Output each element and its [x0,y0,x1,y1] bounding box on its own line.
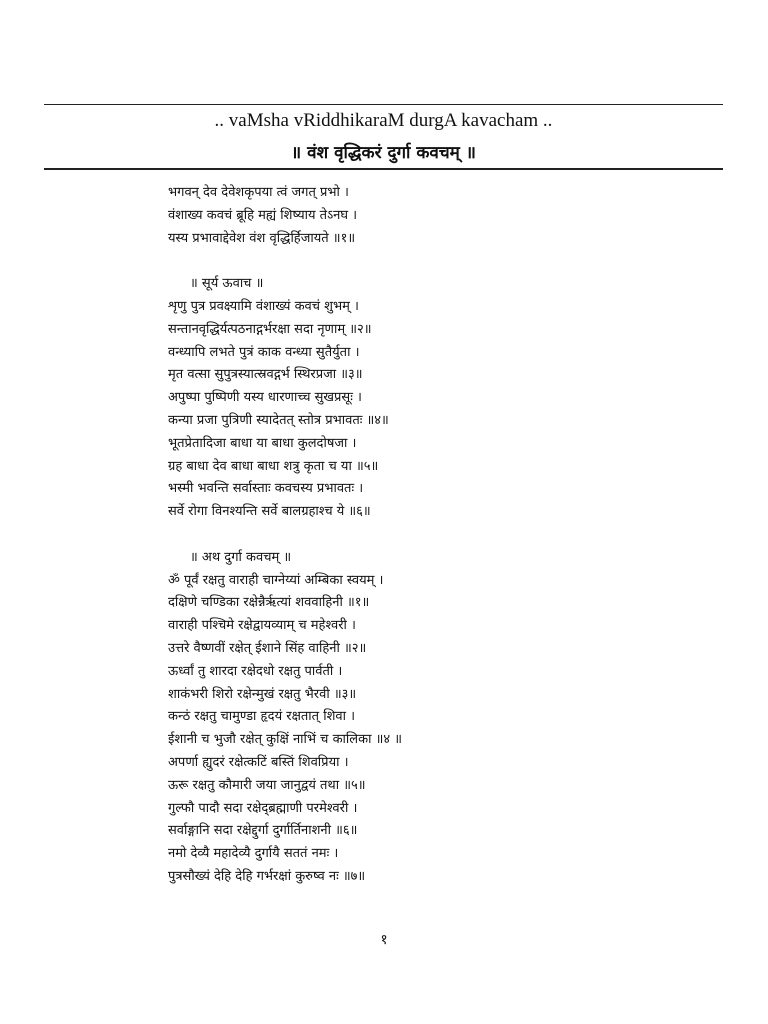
verse-line: अपर्णा ह्युदरं रक्षेत्कटिं बस्तिं शिवप्रिया । [168,754,349,770]
page-number: १ [380,932,388,948]
verse-line: शृणु पुत्र प्रवक्ष्यामि वंशाख्यं कवचं शुभम् । [168,298,359,314]
verse-line: सन्तानवृद्धिर्यत्पठनाद्गर्भरक्षा सदा नृणाम् ॥२॥ [168,321,372,337]
verse-line: गुल्फौ पादौ सदा रक्षेद्ब्रह्माणी परमेश्वरी । [168,800,358,816]
verse-line: ऊर्ध्वां तु शारदा रक्षेदधो रक्षतु पार्वती । [168,663,343,679]
verse-line: कन्या प्रजा पुत्रिणी स्यादेतत् स्तोत्र प्रभावतः ॥४॥ [168,412,389,428]
verse-line: ॐ पूर्वं रक्षतु वाराही चाग्नेय्यां अम्बिका स्वयम् । [168,572,384,588]
top-rule [44,104,723,105]
verse-body [168,182,708,889]
verse-line: शाकंभरी शिरो रक्षेन्मुखं रक्षतु भैरवी ॥३॥ [168,686,357,702]
verse-line: पुत्रसौख्यं देहि देहि गर्भरक्षां कुरुष्व नः ॥७॥ [168,868,366,884]
verse-line: यस्य प्रभावाद्देवेश वंश वृद्धिर्हिजायते ॥१॥ [168,230,356,246]
page-subtitle: ॥ वंश वृद्धिकरं दुर्गा कवचम् ॥ [291,143,476,163]
verse-line: भगवन् देव देवेशकृपया त्वं जगत् प्रभो । [168,185,349,200]
verse-line: सर्वे रोगा विनश्यन्ति सर्वे बालग्रहाश्च ये ॥६॥ [168,504,371,520]
verse-line: वंशाख्य कवचं ब्रूहि मह्यं शिष्याय तेऽनघ । [168,207,358,223]
verse-line: ग्रह बाधा देव बाधा बाधा शत्रु कृता च या ॥५॥ [168,458,379,474]
verse-line: भस्मी भवन्ति सर्वास्ताः कवचस्य प्रभावतः । [168,481,364,497]
verse-line: उत्तरे वैष्णवीं रक्षेत् ईशाने सिंह वाहिनी ॥२॥ [168,640,367,656]
verse-line: सर्वाङ्गानि सदा रक्षेद्दुर्गा दुर्गार्तिनाशनी ॥६॥ [168,823,358,839]
verse-line: वन्ध्यापि लभते पुत्रं काक वन्ध्या सुतैर्युता । [168,344,360,360]
verse-line: भूतप्रेतादिजा बाधा या बाधा कुलदोषजा । [168,435,357,451]
verse-line: ऊरू रक्षतु कौमारी जया जानुद्वयं तथा ॥५॥ [168,777,366,793]
verse-line: नमो देव्यै महादेव्यै दुर्गायै सततं नमः । [168,846,339,862]
verse-line: ईशानी च भुजौ रक्षेत् कुक्षिं नाभिं च कालिका ॥४ ॥ [168,732,403,748]
section-heading-kavacham: ॥ अथ दुर्गा कवचम् ॥ [190,549,292,565]
verse-line: अपुष्पा पुष्पिणी यस्य धारणाच्च सुखप्रसूः । [168,390,362,406]
verse-line: कन्ठं रक्षतु चामुण्डा हृदयं रक्षतात् शिवा । [168,709,356,725]
section-heading-surya: ॥ सूर्य ऊवाच ॥ [190,276,264,292]
page-title: .. vaMsha vRiddhikaraM durgA kavacham .. [214,110,553,131]
verse-line: दक्षिणे चण्डिका रक्षेन्नैरृत्यां शववाहिनी ॥१॥ [168,595,370,611]
verse-line: वाराही पश्चिमे रक्षेद्वायव्याम् च महेश्वरी । [168,618,356,634]
verse-line: मृत वत्सा सुपुत्रस्यात्स्रवद्गर्भ स्थिरप्रजा ॥३॥ [168,367,363,383]
header-bottom-rule [44,168,723,170]
